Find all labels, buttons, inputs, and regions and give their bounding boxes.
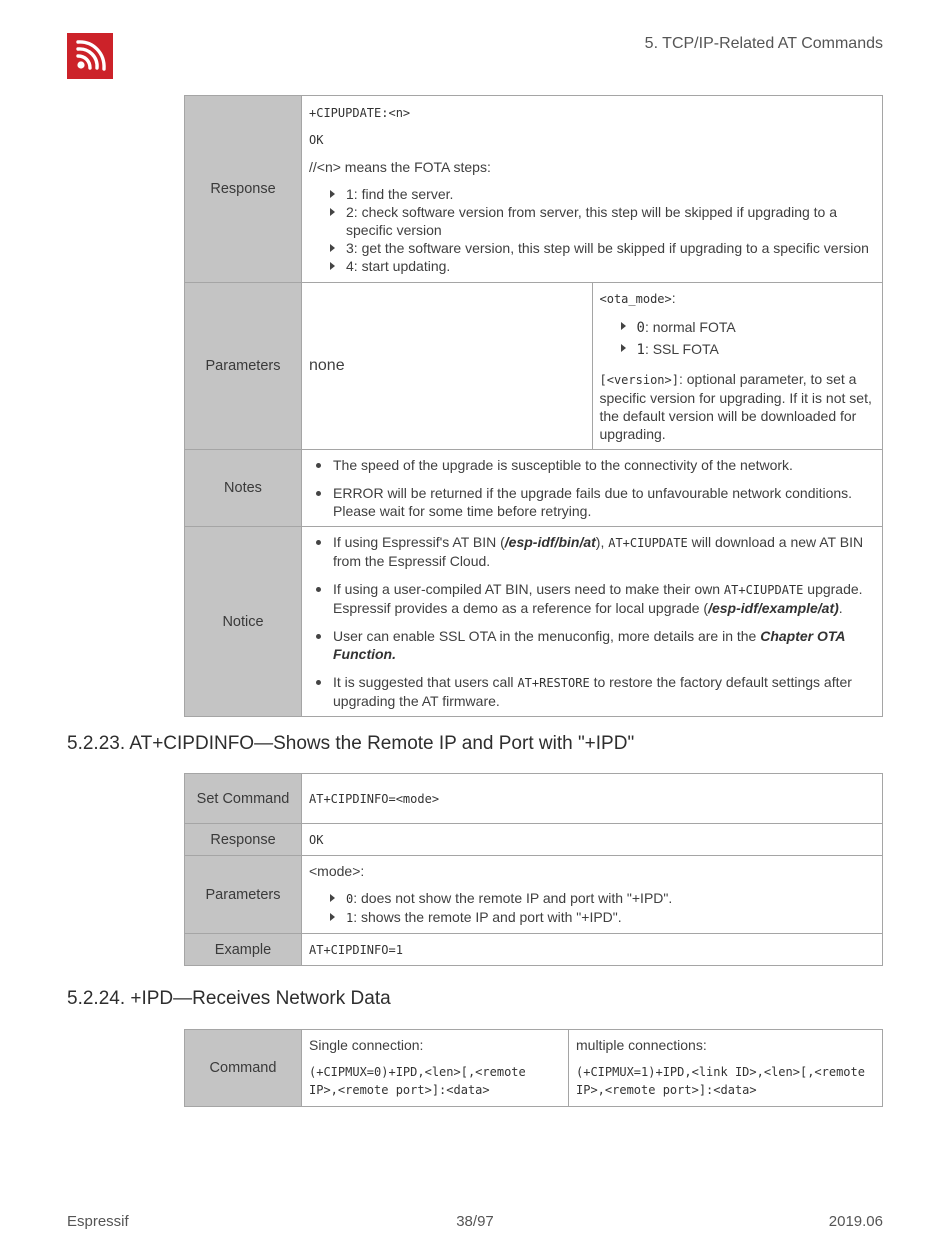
ipd-table	[184, 1029, 883, 1107]
option-text: : shows the remote IP and port with "+IPD".	[353, 909, 622, 925]
list-item	[327, 673, 875, 710]
list-item: 1: find the server.	[328, 185, 875, 203]
parameters-cell	[302, 856, 883, 934]
notice-text: It is suggested that users call	[333, 674, 518, 690]
notice-text: .	[838, 600, 843, 616]
parameters-right-cell	[592, 283, 883, 450]
ota-mode-param: <ota_mode>	[599, 292, 672, 306]
response-cell	[302, 824, 883, 856]
response-comment: //<n> means the FOTA steps:	[309, 158, 491, 175]
mode-text: : SSL FOTA	[644, 341, 719, 357]
notice-text: will download a new AT BIN from the Espressif Cloud.	[333, 534, 864, 569]
option-code: 0	[346, 892, 354, 906]
notes-label: Notes	[185, 450, 302, 527]
list-item	[619, 317, 876, 339]
notice-text: User can enable SSL OTA in the menuconfig, more details are in the	[333, 628, 761, 644]
list-item	[328, 908, 875, 927]
list-item	[327, 533, 875, 570]
set-command-cell	[302, 774, 883, 824]
list-item: 3: get the software version, this step will be skipped if upgrading to a specific version	[328, 239, 875, 257]
footer-date: 2019.06	[828, 1213, 883, 1230]
parameters-left-cell	[302, 283, 593, 450]
notice-text: If using a user-compiled AT BIN, users need to make their own	[333, 581, 724, 597]
version-param: [<version>]	[599, 373, 679, 387]
multiple-connections-syntax: (+CIPMUX=1)+IPD,<link ID>,<len>[,<remote IP>,<remote port>]:<data>	[576, 1065, 865, 1097]
single-connection-cell	[302, 1030, 569, 1107]
table-row	[185, 283, 883, 450]
multiple-connections-cell	[569, 1030, 883, 1107]
list-item: 4: start updating.	[328, 257, 875, 275]
ota-mode-colon: :	[671, 290, 676, 306]
notice-path: /esp-idf/example/at)	[708, 600, 839, 616]
ciupdate-table	[184, 95, 883, 717]
example-value: AT+CIPDINFO=1	[309, 943, 403, 957]
section-heading-ipd: 5.2.24. +IPD—Receives Network Data	[67, 988, 391, 1009]
chapter-ota-reference: Chapter OTA Function.	[333, 628, 846, 662]
list-item: The speed of the upgrade is susceptible to the connectivity of the network.	[327, 456, 875, 474]
parameters-none: none	[309, 357, 345, 374]
notes-list	[309, 456, 875, 520]
mode-code: 0	[636, 320, 645, 336]
multiple-connections-title: multiple connections:	[576, 1037, 707, 1053]
mode-code: 1	[636, 342, 645, 358]
notice-list	[309, 533, 875, 710]
mode-options-list	[309, 889, 875, 927]
option-text: : does not show the remote IP and port with "+IPD".	[353, 890, 673, 906]
mode-text: : normal FOTA	[644, 319, 736, 335]
list-item	[328, 889, 875, 908]
response-label: Response	[185, 96, 302, 283]
response-ok: OK	[309, 132, 324, 147]
notice-cell	[302, 527, 883, 717]
notice-text: If using Espressif's AT BIN (	[333, 534, 505, 550]
response-line: +CIPUPDATE:<n>	[309, 105, 411, 120]
notice-label: Notice	[185, 527, 302, 717]
mode-param: <mode>:	[309, 863, 365, 879]
set-command-label: Set Command	[185, 774, 302, 824]
response-label: Response	[185, 824, 302, 856]
list-item	[619, 339, 876, 361]
list-item	[327, 627, 875, 663]
response-value: OK	[309, 833, 324, 847]
table-row	[185, 774, 883, 824]
notice-command: AT+CIUPDATE	[608, 536, 688, 550]
cipdinfo-table	[184, 773, 883, 966]
notice-command: AT+RESTORE	[517, 676, 590, 690]
ota-mode-list	[600, 317, 876, 361]
table-row	[185, 96, 883, 283]
list-item: ERROR will be returned if the upgrade fails due to unfavourable network conditions. Please wait for some time before retrying.	[327, 484, 875, 520]
table-row	[185, 824, 883, 856]
command-label: Command	[185, 1030, 302, 1107]
parameters-label: Parameters	[185, 283, 302, 450]
notes-cell	[302, 450, 883, 527]
espressif-logo-icon	[67, 33, 113, 79]
parameters-label: Parameters	[185, 856, 302, 934]
single-connection-syntax: (+CIPMUX=0)+IPD,<len>[,<remote IP>,<remote port>]:<data>	[309, 1065, 526, 1097]
notice-text: to restore the factory default settings after upgrading the AT firmware.	[333, 674, 852, 709]
table-row	[185, 856, 883, 934]
version-text: : optional parameter, to set a specific version for upgrading. If it is not set, the default version will be downloaded for upgrading.	[599, 371, 872, 442]
example-cell	[302, 934, 883, 966]
notice-text: ),	[595, 534, 609, 550]
fota-steps-list	[309, 185, 875, 275]
table-row	[185, 934, 883, 966]
footer-page-number: 38/97	[456, 1213, 494, 1230]
table-row	[185, 527, 883, 717]
table-row	[185, 1030, 883, 1107]
notice-path: /esp-idf/bin/at	[504, 534, 596, 550]
footer-company: Espressif	[67, 1213, 129, 1230]
single-connection-title: Single connection:	[309, 1037, 424, 1053]
option-code: 1	[346, 911, 354, 925]
notice-command: AT+CIUPDATE	[723, 583, 804, 597]
header-chapter-title: 5. TCP/IP-Related AT Commands	[644, 35, 883, 52]
table-row	[185, 450, 883, 527]
list-item: 2: check software version from server, this step will be skipped if upgrading to a specific version	[328, 203, 875, 239]
set-command-value: AT+CIPDINFO=<mode>	[309, 792, 440, 806]
response-cell	[302, 96, 883, 283]
list-item	[327, 580, 875, 617]
section-heading-cipdinfo: 5.2.23. AT+CIPDINFO—Shows the Remote IP and Port with "+IPD"	[67, 733, 635, 754]
example-label: Example	[185, 934, 302, 966]
notice-text: upgrade. Espressif provides a demo as a reference for local upgrade (	[333, 581, 863, 616]
